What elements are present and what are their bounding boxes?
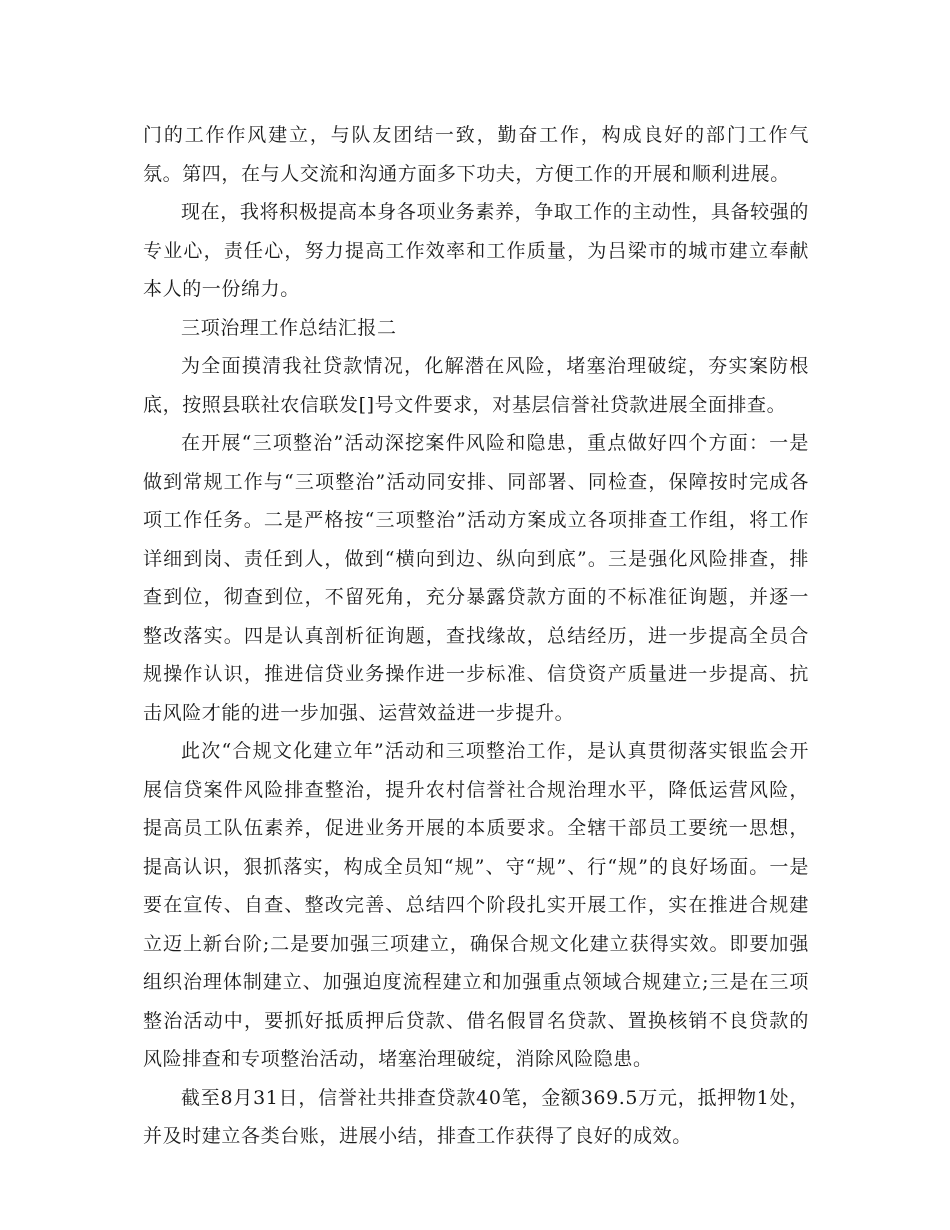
paragraph-continuation: 门的工作作风建立，与队友团结一致，勤奋工作，构成良好的部门工作气氛。第四，在与人交流和沟通方面多下功夫，方便工作的开展和顺利进展。 bbox=[143, 124, 809, 185]
paragraph-results: 截至8月31日，信誉社共排查贷款40笔，金额369.5万元，抵押物1处，并及时建立各类台账，进展小结，排查工作获得了良好的成效。 bbox=[143, 1086, 809, 1147]
paragraph-self-improvement: 现在，我将积极提高本身各项业务素养，争取工作的主动性，具备较强的专业心，责任心，努力提高工作效率和工作质量，为吕梁市的城市建立奉献本人的一份绵力。 bbox=[143, 201, 809, 300]
section-heading: 三项治理工作总结汇报二 bbox=[181, 316, 397, 339]
paragraph-compliance-culture: 此次“合规文化建立年”活动和三项整治工作，是认真贯彻落实银监会开展信贷案件风险排查整治，提升农村信誉社合规治理水平，降低运营风险，提高员工队伍素养，促进业务开展的本质要求。全辖干部员工要统一思想，提高认识，狠抓落实，构成全员知“规”、守“规”、行“规”的良好场面。一是要在宣传、自查、整改完善、总结四个阶段扎实开展工作，实在推进合规建立迈上新台阶;二是要加强三项建立，确保合规文化建立获得实效。即要加强组织治理体制建立、加强迫度流程建立和加强重点领域合规建立;三是在三项整治活动中，要抓好抵质押后贷款、借名假冒名贷款、置换核销不良贷款的风险排查和专项整治活动，堵塞治理破绽，消除风险隐患。 bbox=[143, 740, 809, 1070]
document-body bbox=[143, 116, 809, 1156]
paragraph-four-aspects: 在开展“三项整治”活动深挖案件风险和隐患，重点做好四个方面：一是做到常规工作与“三项整治”活动同安排、同部署、同检查，保障按时完成各项工作任务。二是严格按“三项整治”活动方案成立各项排查工作组，将工作详细到岗、责任到人，做到“横向到边、纵向到底”。三是强化风险排查，排查到位，彻查到位，不留死角，充分暴露贷款方面的不标准征询题，并逐一整改落实。四是认真剖析征询题，查找缘故，总结经历，进一步提高全员合规操作认识，推进信贷业务操作进一步标准、信贷资产质量进一步提高、抗击风险才能的进一步加强、运营效益进一步提升。 bbox=[143, 432, 809, 724]
paragraph-purpose: 为全面摸清我社贷款情况，化解潜在风险，堵塞治理破绽，夯实案防根底，按照县联社农信联发[]号文件要求，对基层信誉社贷款进展全面排查。 bbox=[143, 355, 809, 416]
